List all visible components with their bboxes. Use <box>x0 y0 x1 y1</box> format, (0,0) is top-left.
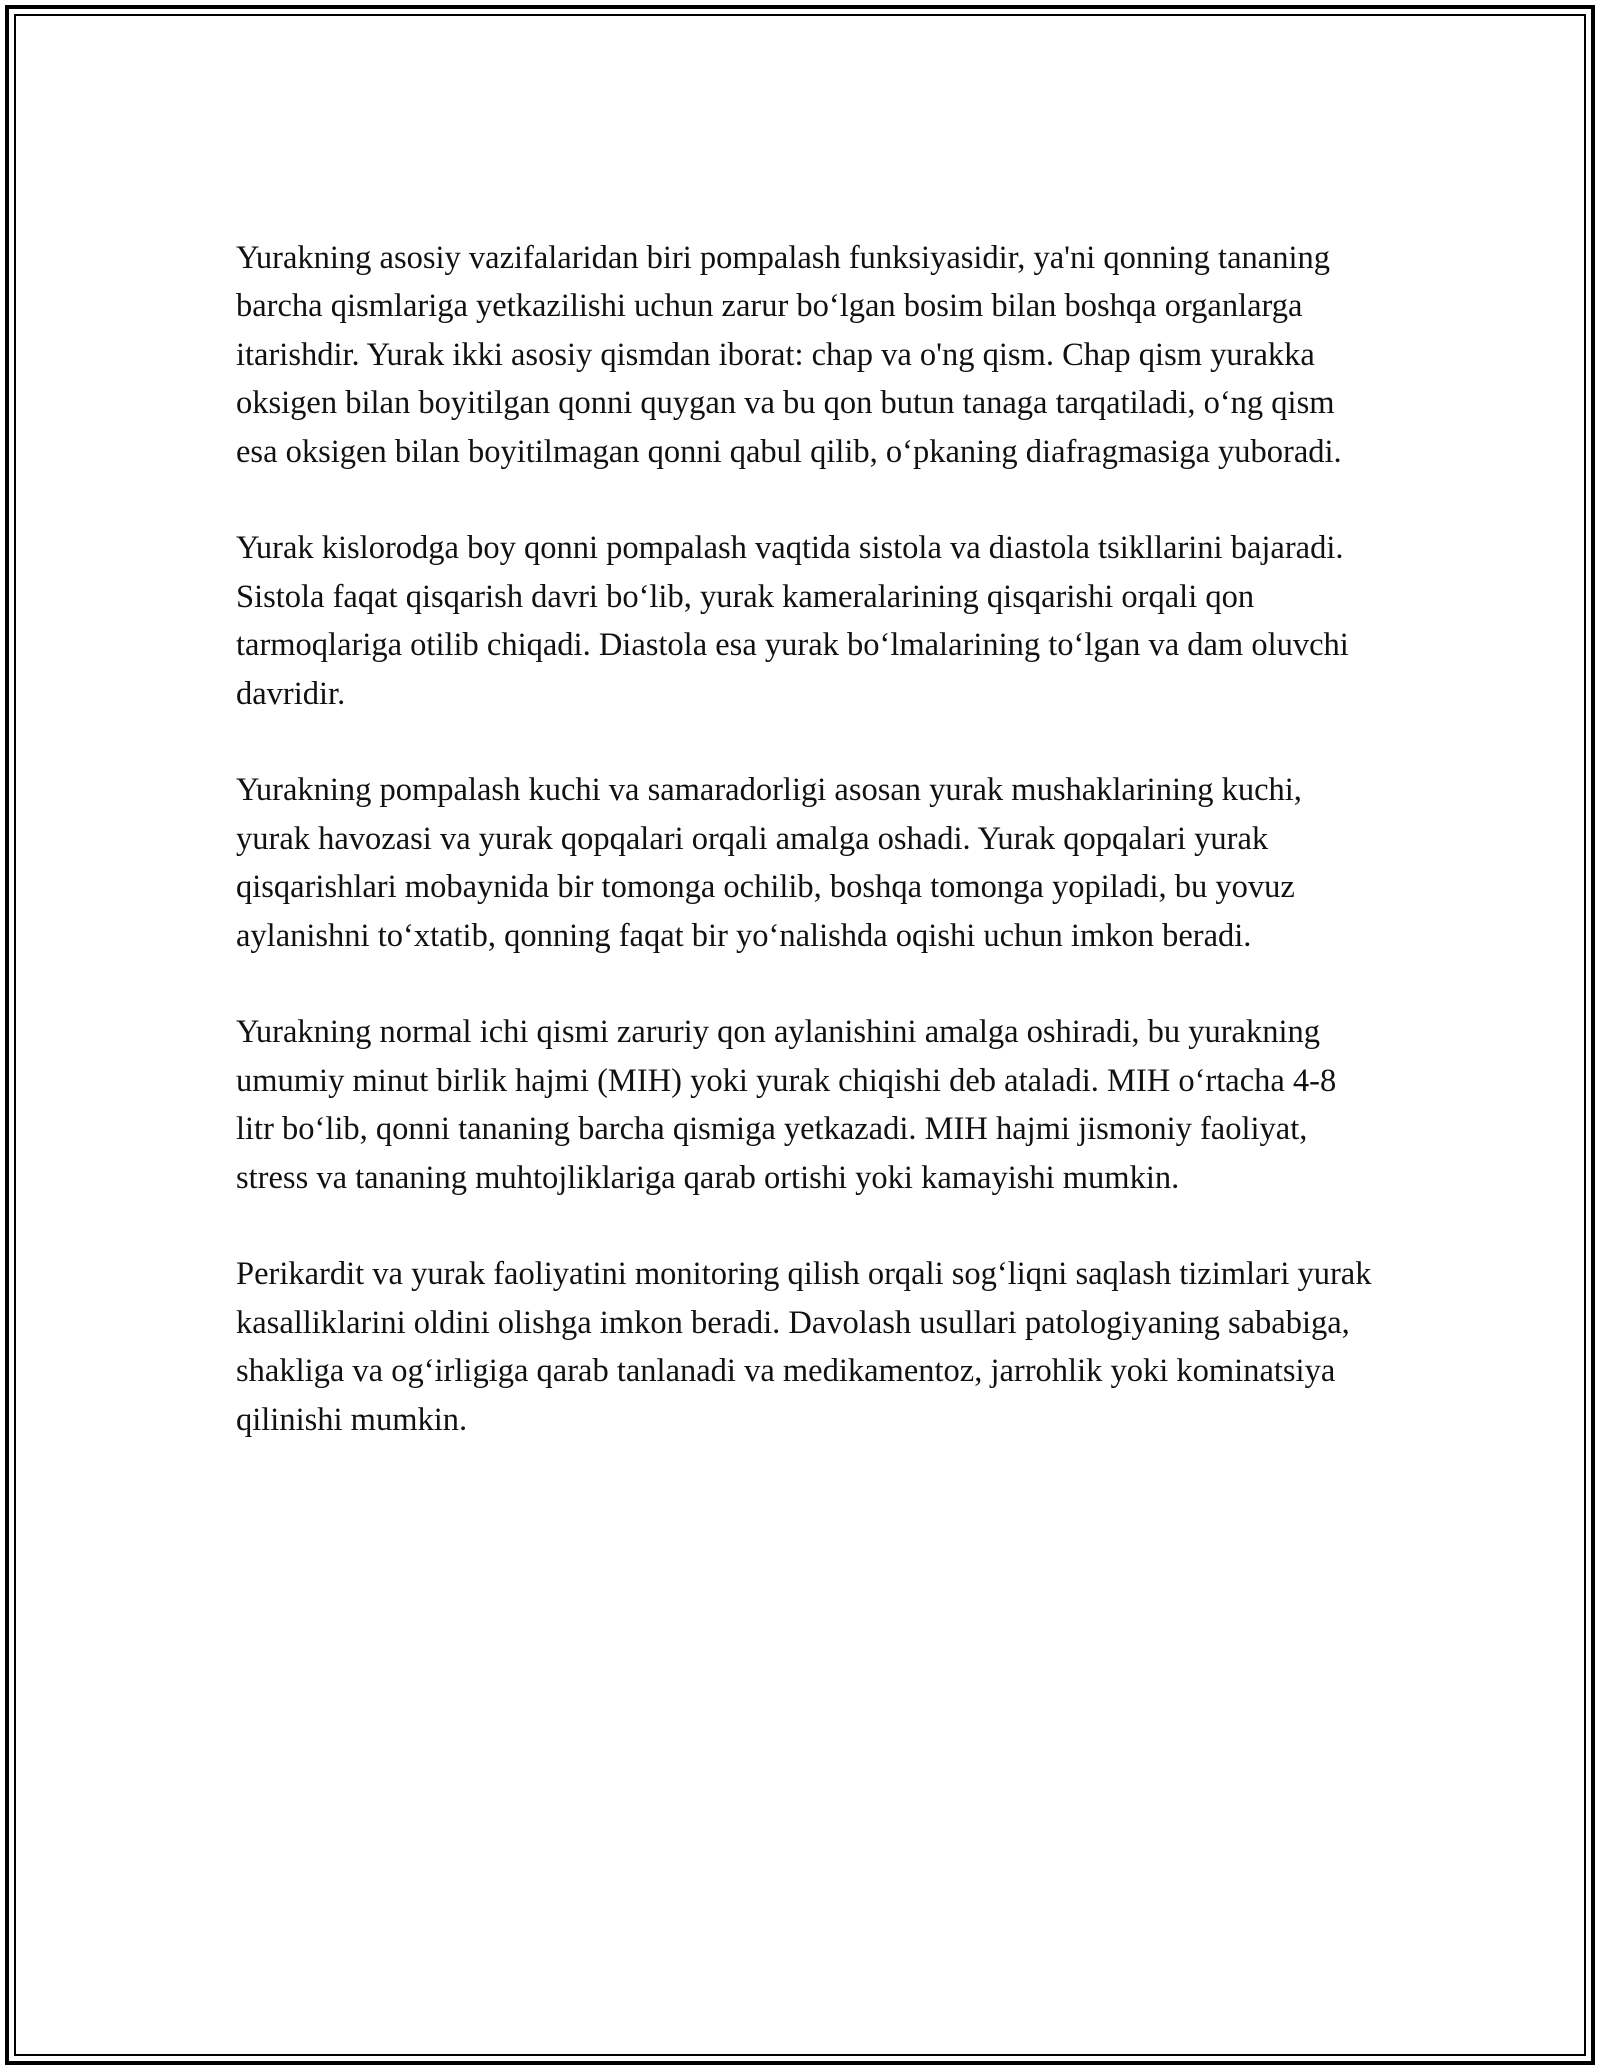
document-body <box>236 234 1376 1444</box>
paragraph-cardiac-output: Yurakning normal ichi qismi zaruriy qon aylanishini amalga oshiradi, bu yurakning umumiy minut birlik hajmi (MIH) yoki yurak chiqishi deb ataladi. MIH o‘rtacha 4-8 litr bo‘lib, qonni tananing barcha qismiga yetkazadi. MIH hajmi jismoniy faoliyat, stress va tananing muhtojliklariga qarab ortishi yoki kamayishi mumkin. <box>236 1014 1337 1196</box>
paragraph-pumping-strength: Yurakning pompalash kuchi va samaradorligi asosan yurak mushaklarining kuchi, yurak havozasi va yurak qopqalari orqali amalga oshadi. Yurak qopqalari yurak qisqarishlari mobaynida bir tomonga ochilib, boshqa tomonga yopiladi, bu yovuz aylanishni to‘xtatib, qonning faqat bir yo‘nalishda oqishi uchun imkon beradi. <box>236 772 1302 954</box>
paragraph-monitoring-treatment: Perikardit va yurak faoliyatini monitoring qilish orqali sog‘liqni saqlash tizimlari yurak kasalliklarini oldini olishga imkon beradi. Davolash usullari patologiyaning sababiga, shakliga va og‘irligiga qarab tanlanadi va medikamentoz, jarrohlik yoki kominatsiya qilinishi mumkin. <box>236 1256 1372 1438</box>
paragraph-systole-diastole: Yurak kislorodga boy qonni pompalash vaqtida sistola va diastola tsikllarini bajaradi. Sistola faqat qisqarish davri bo‘lib, yurak kameralarining qisqarishi orqali qon tarmoqlariga otilib chiqadi. Diastola esa yurak bo‘lmalarining to‘lgan va dam oluvchi davridir. <box>236 530 1349 712</box>
paragraph-pumping-function: Yurakning asosiy vazifalaridan biri pompalash funksiyasidir, ya'ni qonning tananing barcha qismlariga yetkazilishi uchun zarur bo‘lgan bosim bilan boshqa organlarga itarishdir. Yurak ikki asosiy qismdan iborat: chap va o'ng qism. Chap qism yurakka oksigen bilan boyitilgan qonni quygan va bu qon butun tanaga tarqatiladi, o‘ng qism esa oksigen bilan boyitilmagan qonni qabul qilib, o‘pkaning diafragmasiga yuboradi. <box>236 240 1342 470</box>
